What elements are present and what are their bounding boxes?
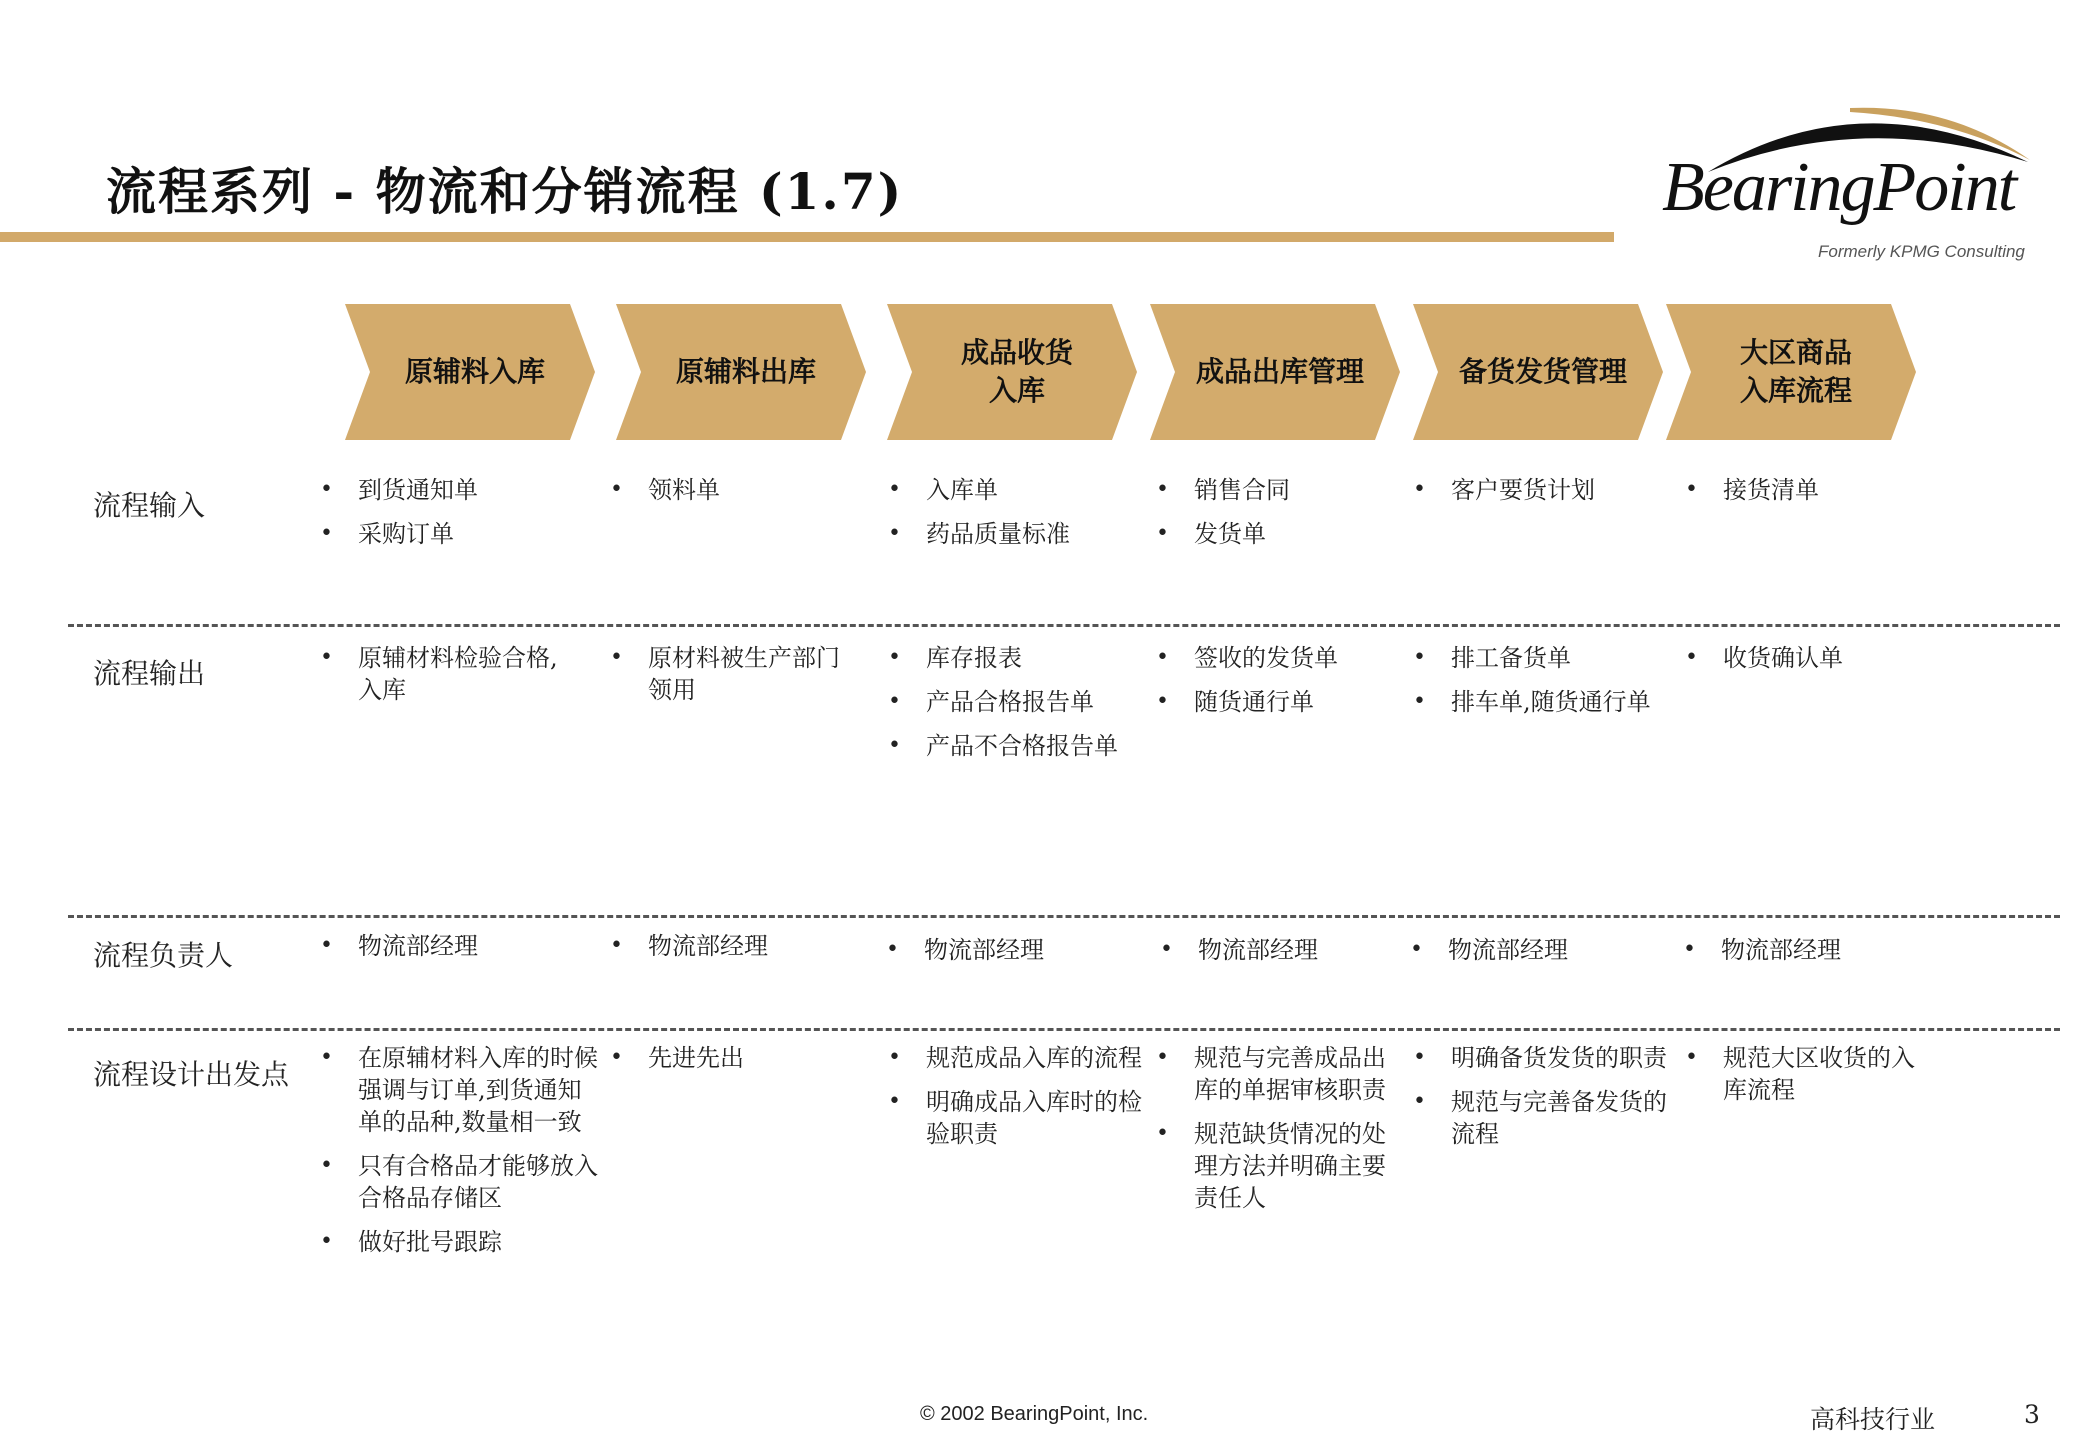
list-item: • 领料单 — [610, 474, 870, 506]
list-item: • 随货通行单 — [1156, 686, 1396, 718]
list-item: • 物流部经理 — [1160, 934, 1400, 966]
output-cell-2 — [610, 642, 850, 718]
list-item: • 在原辅材料入库的时候强调与订单,到货通知单的品种,数量相一致 — [320, 1042, 602, 1138]
list-item: • 销售合同 — [1156, 474, 1396, 506]
list-item: • 规范缺货情况的处理方法并明确主要责任人 — [1156, 1118, 1396, 1214]
stage-chevron-1 — [345, 304, 595, 440]
input-cell-6 — [1685, 474, 1935, 518]
list-item: • 规范成品入库的流程 — [888, 1042, 1150, 1074]
row-label-output: 流程输出 — [93, 657, 206, 690]
stage-chevron-6 — [1666, 304, 1916, 440]
list-item: • 物流部经理 — [886, 934, 1136, 966]
owner-cell-3 — [886, 934, 1136, 978]
owner-cell-6 — [1683, 934, 1933, 978]
list-item: • 发货单 — [1156, 518, 1396, 550]
input-cell-2 — [610, 474, 870, 518]
list-item: • 规范大区收货的入库流程 — [1685, 1042, 1925, 1106]
stage-label: 备货发货管理 — [1458, 355, 1627, 388]
design-cell-6 — [1685, 1042, 1925, 1118]
row-label-design: 流程设计出发点 — [93, 1058, 290, 1091]
list-item: • 物流部经理 — [320, 930, 570, 962]
stage-label: 大区商品 入库流程 — [1739, 336, 1852, 407]
input-cell-1 — [320, 474, 580, 562]
owner-cell-5 — [1410, 934, 1660, 978]
footer-industry: 高科技行业 — [1810, 1405, 1936, 1434]
design-cell-4 — [1156, 1042, 1396, 1226]
stage-label: 成品收货 入库 — [960, 336, 1073, 407]
stage-chevron-5 — [1413, 304, 1663, 440]
list-item: • 收货确认单 — [1685, 642, 1935, 674]
list-item: • 规范与完善备发货的流程 — [1413, 1086, 1675, 1150]
list-item: • 物流部经理 — [1410, 934, 1660, 966]
design-cell-1 — [320, 1042, 602, 1270]
design-cell-2 — [610, 1042, 860, 1086]
page-title: 流程系列 - 物流和分销流程 (1.7) — [106, 162, 904, 221]
list-item: • 客户要货计划 — [1413, 474, 1663, 506]
list-item: • 做好批号跟踪 — [320, 1226, 602, 1258]
row-label-owner: 流程负责人 — [93, 939, 234, 972]
list-item: • 签收的发货单 — [1156, 642, 1396, 674]
list-item: • 到货通知单 — [320, 474, 580, 506]
output-cell-4 — [1156, 642, 1396, 730]
list-item: • 接货清单 — [1685, 474, 1935, 506]
output-cell-5 — [1413, 642, 1663, 730]
bearingpoint-logo — [1650, 90, 2040, 270]
owner-cell-2 — [610, 930, 860, 974]
list-item: • 只有合格品才能够放入合格品存储区 — [320, 1150, 602, 1214]
row-label-input: 流程输入 — [93, 489, 206, 522]
page-number: 3 — [2024, 1400, 2040, 1429]
list-item: • 排车单,随货通行单 — [1413, 686, 1663, 718]
list-item: • 入库单 — [888, 474, 1148, 506]
list-item: • 库存报表 — [888, 642, 1128, 674]
output-cell-1 — [320, 642, 570, 718]
stage-chevron-4 — [1150, 304, 1400, 440]
list-item: • 物流部经理 — [610, 930, 860, 962]
list-item: • 原辅材料检验合格,入库 — [320, 642, 570, 706]
owner-cell-4 — [1160, 934, 1400, 978]
list-item: • 原材料被生产部门领用 — [610, 642, 850, 706]
row-divider — [68, 915, 2060, 918]
list-item: • 药品质量标准 — [888, 518, 1148, 550]
list-item: • 规范与完善成品出库的单据审核职责 — [1156, 1042, 1396, 1106]
owner-cell-1 — [320, 930, 570, 974]
logo-subtitle: Formerly KPMG Consulting — [1818, 242, 2025, 261]
design-cell-3 — [888, 1042, 1150, 1162]
list-item: • 产品合格报告单 — [888, 686, 1128, 718]
input-cell-3 — [888, 474, 1148, 562]
design-cell-5 — [1413, 1042, 1675, 1162]
footer-copyright: © 2002 BearingPoint, Inc. — [920, 1403, 1149, 1425]
row-divider — [68, 624, 2060, 627]
list-item: • 明确成品入库时的检验职责 — [888, 1086, 1150, 1150]
output-cell-3 — [888, 642, 1128, 774]
stage-label: 原辅料入库 — [404, 355, 545, 388]
title-underline — [0, 232, 1614, 242]
list-item: • 先进先出 — [610, 1042, 860, 1074]
list-item: • 物流部经理 — [1683, 934, 1933, 966]
stage-label: 原辅料出库 — [675, 355, 816, 388]
stage-chevron-3 — [887, 304, 1137, 440]
output-cell-6 — [1685, 642, 1935, 686]
stage-chevron-2 — [616, 304, 866, 440]
list-item: • 明确备货发货的职责 — [1413, 1042, 1675, 1074]
stage-label: 成品出库管理 — [1195, 355, 1364, 388]
input-cell-5 — [1413, 474, 1663, 518]
input-cell-4 — [1156, 474, 1396, 562]
row-divider — [68, 1028, 2060, 1031]
list-item: • 采购订单 — [320, 518, 580, 550]
logo-wordmark: BearingPoint — [1662, 149, 2016, 226]
list-item: • 排工备货单 — [1413, 642, 1663, 674]
list-item: • 产品不合格报告单 — [888, 730, 1128, 762]
